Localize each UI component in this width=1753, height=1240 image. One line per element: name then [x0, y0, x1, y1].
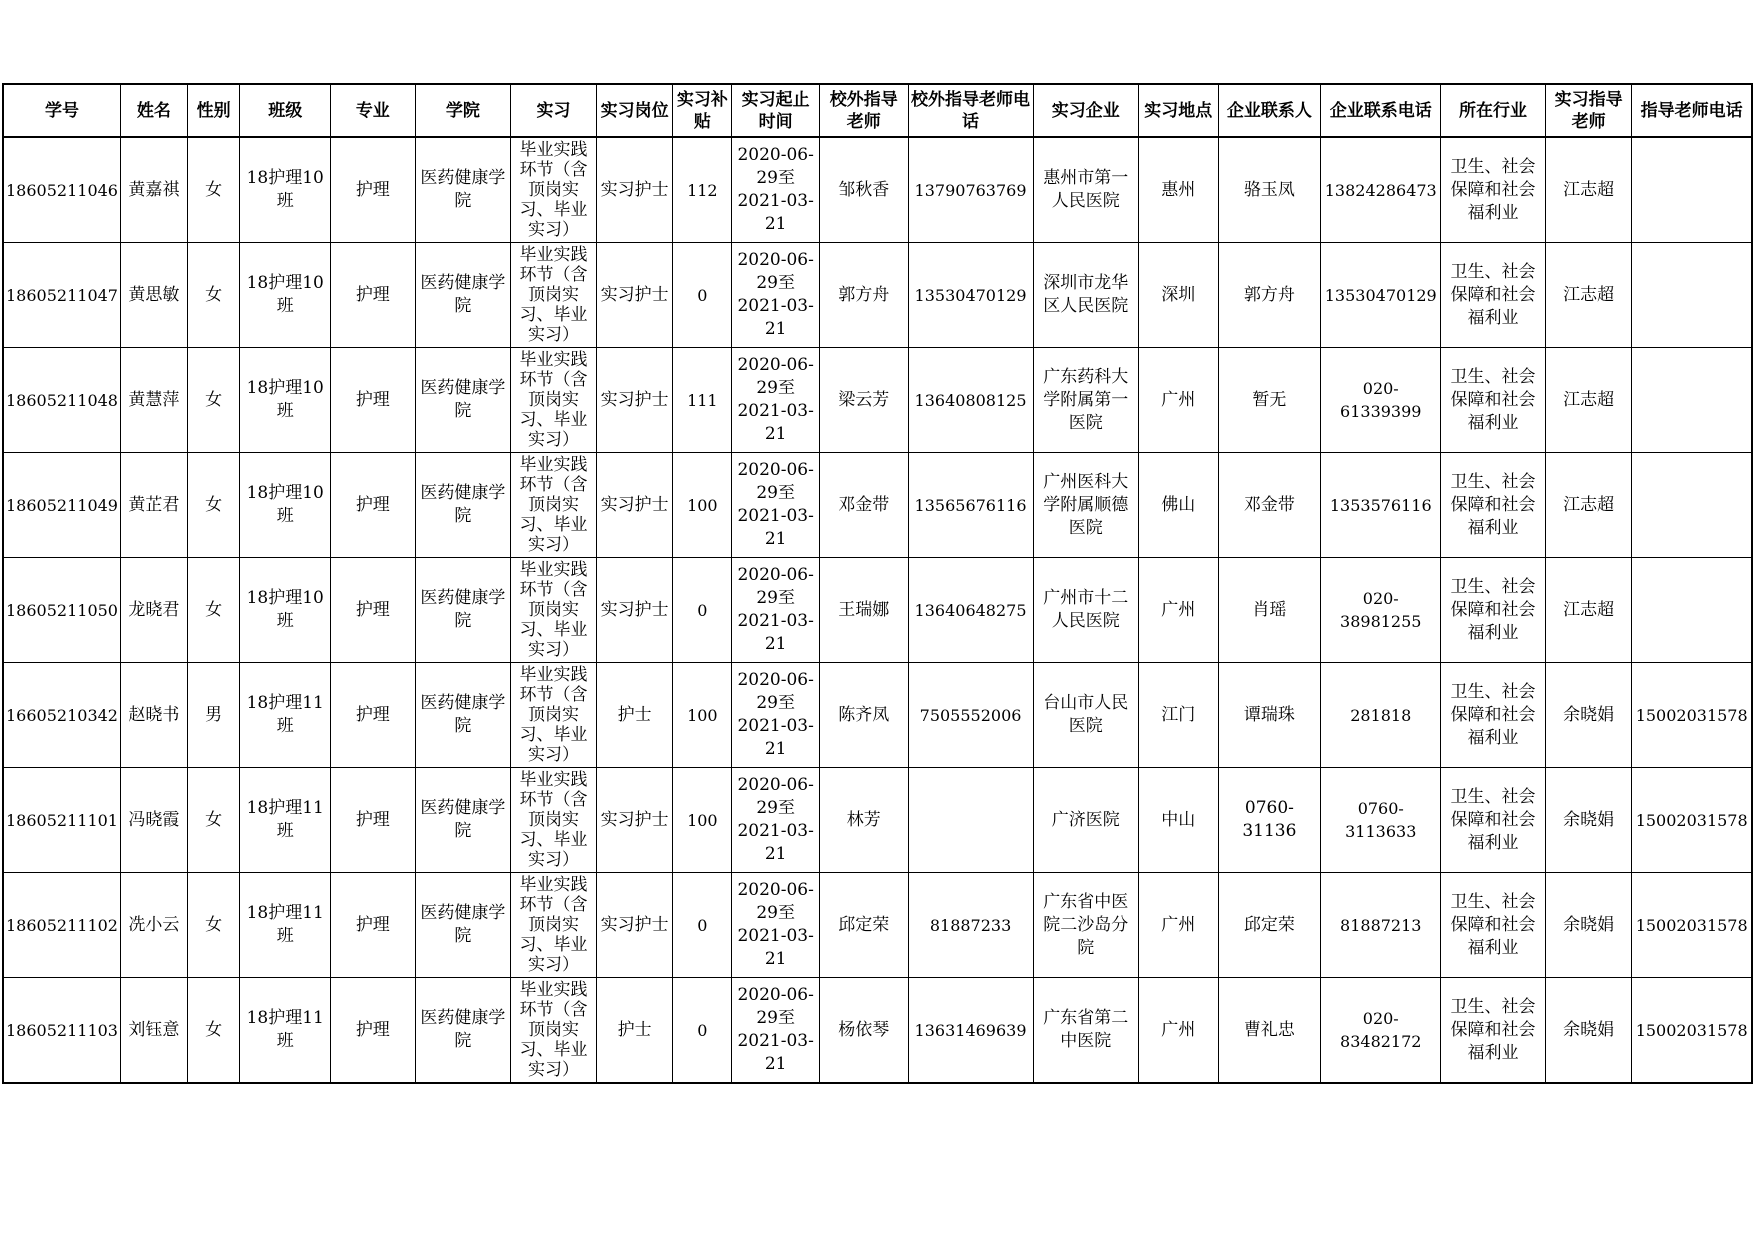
table-cell [511, 243, 597, 348]
table-cell: 女 [187, 348, 240, 453]
table-cell: 18605211050 [3, 558, 120, 663]
table-cell: 护理 [331, 558, 416, 663]
column-header: 实习岗位 [596, 84, 673, 137]
table-cell: 医药健康学院 [415, 453, 511, 558]
table-cell: 佛山 [1138, 453, 1218, 558]
column-header: 指导老师电话 [1632, 84, 1752, 137]
column-header: 实习 [511, 84, 597, 137]
column-header: 班级 [240, 84, 331, 137]
table-cell: 林芳 [820, 768, 909, 873]
column-header: 实习指导老师 [1545, 84, 1632, 137]
table-cell: 15002031578 [1632, 873, 1752, 978]
table-cell [511, 768, 597, 873]
table-cell: 15002031578 [1632, 663, 1752, 768]
table-cell [1632, 243, 1752, 348]
table-cell: 女 [187, 873, 240, 978]
table-cell: 陈齐凤 [820, 663, 909, 768]
table-row [3, 663, 1752, 768]
table-cell: 81887233 [908, 873, 1033, 978]
table-cell: 肖瑶 [1218, 558, 1321, 663]
column-header: 所在行业 [1441, 84, 1546, 137]
table-cell: 卫生、社会保障和社会福利业 [1441, 137, 1546, 243]
column-header: 企业联系人 [1218, 84, 1321, 137]
table-cell: 台山市人民医院 [1033, 663, 1138, 768]
table-cell: 0 [673, 243, 732, 348]
table-cell: 黄嘉祺 [120, 137, 187, 243]
table-cell: 020-83482172 [1321, 978, 1441, 1084]
column-header: 学院 [415, 84, 511, 137]
table-cell [511, 137, 597, 243]
table-cell: 邓金带 [1218, 453, 1321, 558]
table-cell: 卫生、社会保障和社会福利业 [1441, 348, 1546, 453]
table-cell: 15002031578 [1632, 978, 1752, 1084]
table-cell: 广州 [1138, 348, 1218, 453]
table-cell: 医药健康学院 [415, 137, 511, 243]
table-cell: 护理 [331, 663, 416, 768]
table-cell: 郭方舟 [1218, 243, 1321, 348]
table-cell: 广州 [1138, 873, 1218, 978]
table-cell: 护理 [331, 978, 416, 1084]
internship-type-text: 毕业实践环节（含顶岗实习、毕业实习） [519, 245, 588, 345]
table-cell: 暂无 [1218, 348, 1321, 453]
table-cell: 100 [673, 453, 732, 558]
table-row [3, 137, 1752, 243]
internship-type-text: 毕业实践环节（含顶岗实习、毕业实习） [519, 350, 588, 450]
table-cell: 龙晓君 [120, 558, 187, 663]
table-cell: 13824286473 [1321, 137, 1441, 243]
table-cell: 惠州 [1138, 137, 1218, 243]
table-cell: 女 [187, 558, 240, 663]
table-cell: 护理 [331, 348, 416, 453]
table-cell: 实习护士 [596, 873, 673, 978]
table-cell: 黄芷君 [120, 453, 187, 558]
column-header: 校外指导老师 [820, 84, 909, 137]
table-cell: 王瑞娜 [820, 558, 909, 663]
table-cell [511, 558, 597, 663]
table-cell: 医药健康学院 [415, 873, 511, 978]
table-cell: 2020-06-29至2021-03-21 [732, 243, 820, 348]
column-header: 企业联系电话 [1321, 84, 1441, 137]
table-cell: 骆玉凤 [1218, 137, 1321, 243]
table-header [3, 84, 1752, 137]
table-cell: 郭方舟 [820, 243, 909, 348]
table-cell: 0 [673, 873, 732, 978]
table-cell: 护理 [331, 873, 416, 978]
table-cell: 2020-06-29至2021-03-21 [732, 137, 820, 243]
table-cell: 邱定荣 [1218, 873, 1321, 978]
table-cell: 医药健康学院 [415, 663, 511, 768]
table-cell: 广州医科大学附属顺德医院 [1033, 453, 1138, 558]
table-row [3, 453, 1752, 558]
table-cell: 广州 [1138, 558, 1218, 663]
table-cell [511, 348, 597, 453]
table-cell: 81887213 [1321, 873, 1441, 978]
table-cell: 2020-06-29至2021-03-21 [732, 348, 820, 453]
column-header: 实习企业 [1033, 84, 1138, 137]
table-cell: 18护理11班 [240, 978, 331, 1084]
table-cell: 2020-06-29至2021-03-21 [732, 873, 820, 978]
table-cell: 0 [673, 978, 732, 1084]
table-cell: 邓金带 [820, 453, 909, 558]
table-cell [511, 873, 597, 978]
table-cell: 医药健康学院 [415, 558, 511, 663]
table-cell: 18605211102 [3, 873, 120, 978]
table-cell: 护士 [596, 663, 673, 768]
table-cell: 余晓娟 [1545, 873, 1632, 978]
table-cell [1632, 137, 1752, 243]
table-cell: 18605211046 [3, 137, 120, 243]
column-header: 学号 [3, 84, 120, 137]
table-cell: 16605210342 [3, 663, 120, 768]
table-cell: 7505552006 [908, 663, 1033, 768]
table-cell [908, 768, 1033, 873]
table-cell: 实习护士 [596, 768, 673, 873]
table-cell: 冼小云 [120, 873, 187, 978]
table-cell: 广东省第二中医院 [1033, 978, 1138, 1084]
table-cell: 中山 [1138, 768, 1218, 873]
table-cell: 18护理10班 [240, 453, 331, 558]
header-row [3, 84, 1752, 137]
table-cell: 18护理10班 [240, 348, 331, 453]
table-cell: 实习护士 [596, 348, 673, 453]
table-cell: 护理 [331, 243, 416, 348]
column-header: 性别 [187, 84, 240, 137]
table-cell: 13640648275 [908, 558, 1033, 663]
table-cell: 曹礼忠 [1218, 978, 1321, 1084]
internship-table [2, 83, 1753, 1084]
table-cell: 冯晓霞 [120, 768, 187, 873]
table-cell: 江志超 [1545, 243, 1632, 348]
table-cell: 江门 [1138, 663, 1218, 768]
table-cell: 卫生、社会保障和社会福利业 [1441, 768, 1546, 873]
table-row [3, 558, 1752, 663]
table-cell: 谭瑞珠 [1218, 663, 1321, 768]
table-cell: 实习护士 [596, 137, 673, 243]
table-cell: 18护理10班 [240, 137, 331, 243]
table-cell: 实习护士 [596, 243, 673, 348]
table-cell: 0 [673, 558, 732, 663]
table-cell: 18605211103 [3, 978, 120, 1084]
internship-type-text: 毕业实践环节（含顶岗实习、毕业实习） [519, 770, 588, 870]
table-cell: 赵晓书 [120, 663, 187, 768]
column-header: 实习补贴 [673, 84, 732, 137]
table-cell: 2020-06-29至2021-03-21 [732, 768, 820, 873]
table-cell: 0760-31136 [1218, 768, 1321, 873]
table-cell: 卫生、社会保障和社会福利业 [1441, 453, 1546, 558]
table-cell: 卫生、社会保障和社会福利业 [1441, 873, 1546, 978]
table-cell: 医药健康学院 [415, 978, 511, 1084]
table-cell: 深圳市龙华区人民医院 [1033, 243, 1138, 348]
table-cell: 0760-3113633 [1321, 768, 1441, 873]
table-row [3, 243, 1752, 348]
table-cell: 女 [187, 243, 240, 348]
table-cell: 卫生、社会保障和社会福利业 [1441, 978, 1546, 1084]
table-cell: 281818 [1321, 663, 1441, 768]
table-cell: 广东药科大学附属第一医院 [1033, 348, 1138, 453]
table-cell: 江志超 [1545, 453, 1632, 558]
table-cell: 18605211049 [3, 453, 120, 558]
table-cell: 江志超 [1545, 348, 1632, 453]
column-header: 实习起止时间 [732, 84, 820, 137]
table-cell [511, 453, 597, 558]
table-cell: 020-61339399 [1321, 348, 1441, 453]
table-cell: 邱定荣 [820, 873, 909, 978]
table-row [3, 873, 1752, 978]
table-row [3, 768, 1752, 873]
table-cell: 实习护士 [596, 453, 673, 558]
table-cell: 2020-06-29至2021-03-21 [732, 663, 820, 768]
table-cell: 深圳 [1138, 243, 1218, 348]
table-cell: 广州市十二人民医院 [1033, 558, 1138, 663]
table-cell: 2020-06-29至2021-03-21 [732, 453, 820, 558]
table-cell: 18605211101 [3, 768, 120, 873]
table-cell: 实习护士 [596, 558, 673, 663]
table-cell: 18605211048 [3, 348, 120, 453]
internship-type-text: 毕业实践环节（含顶岗实习、毕业实习） [519, 140, 588, 240]
table-cell: 18护理10班 [240, 243, 331, 348]
table-cell: 18护理10班 [240, 558, 331, 663]
table-cell: 卫生、社会保障和社会福利业 [1441, 558, 1546, 663]
column-header: 专业 [331, 84, 416, 137]
table-row [3, 978, 1752, 1084]
table-cell: 13565676116 [908, 453, 1033, 558]
table-cell: 江志超 [1545, 137, 1632, 243]
table-cell: 13530470129 [908, 243, 1033, 348]
table-cell: 13530470129 [1321, 243, 1441, 348]
table-cell: 18护理11班 [240, 663, 331, 768]
table-cell: 女 [187, 768, 240, 873]
table-cell: 江志超 [1545, 558, 1632, 663]
table-cell: 1353576116 [1321, 453, 1441, 558]
table-cell: 18护理11班 [240, 873, 331, 978]
table-cell: 邹秋香 [820, 137, 909, 243]
table-cell: 卫生、社会保障和社会福利业 [1441, 663, 1546, 768]
table-cell: 杨依琴 [820, 978, 909, 1084]
column-header: 校外指导老师电话 [908, 84, 1033, 137]
table-cell: 13640808125 [908, 348, 1033, 453]
table-cell: 13631469639 [908, 978, 1033, 1084]
table-cell: 15002031578 [1632, 768, 1752, 873]
table-cell: 护理 [331, 137, 416, 243]
table-cell: 111 [673, 348, 732, 453]
table-cell [511, 978, 597, 1084]
table-cell: 18605211047 [3, 243, 120, 348]
table-cell: 护理 [331, 768, 416, 873]
table-cell: 刘钰意 [120, 978, 187, 1084]
internship-type-text: 毕业实践环节（含顶岗实习、毕业实习） [519, 980, 588, 1080]
table-cell: 100 [673, 663, 732, 768]
table-cell: 女 [187, 453, 240, 558]
table-cell: 男 [187, 663, 240, 768]
table-cell: 112 [673, 137, 732, 243]
table-cell: 惠州市第一人民医院 [1033, 137, 1138, 243]
table-cell: 2020-06-29至2021-03-21 [732, 558, 820, 663]
table-cell: 医药健康学院 [415, 243, 511, 348]
table-body [3, 137, 1752, 1083]
table-cell: 余晓娟 [1545, 978, 1632, 1084]
table-row [3, 348, 1752, 453]
table-cell: 广济医院 [1033, 768, 1138, 873]
table-cell: 18护理11班 [240, 768, 331, 873]
table-cell: 黄慧萍 [120, 348, 187, 453]
table-cell: 广东省中医院二沙岛分院 [1033, 873, 1138, 978]
internship-type-text: 毕业实践环节（含顶岗实习、毕业实习） [519, 560, 588, 660]
table-cell [1632, 558, 1752, 663]
internship-type-text: 毕业实践环节（含顶岗实习、毕业实习） [519, 875, 588, 975]
table-cell: 护理 [331, 453, 416, 558]
table-cell: 2020-06-29至2021-03-21 [732, 978, 820, 1084]
table-cell: 13790763769 [908, 137, 1033, 243]
table-cell: 医药健康学院 [415, 768, 511, 873]
table-cell: 100 [673, 768, 732, 873]
table-cell: 梁云芳 [820, 348, 909, 453]
table-cell: 女 [187, 137, 240, 243]
internship-type-text: 毕业实践环节（含顶岗实习、毕业实习） [519, 665, 588, 765]
column-header: 姓名 [120, 84, 187, 137]
table-cell: 护士 [596, 978, 673, 1084]
table-cell [1632, 453, 1752, 558]
table-cell [1632, 348, 1752, 453]
table-cell: 020-38981255 [1321, 558, 1441, 663]
table-cell: 余晓娟 [1545, 663, 1632, 768]
internship-type-text: 毕业实践环节（含顶岗实习、毕业实习） [519, 455, 588, 555]
table-cell: 女 [187, 978, 240, 1084]
table-cell: 卫生、社会保障和社会福利业 [1441, 243, 1546, 348]
table-cell: 黄思敏 [120, 243, 187, 348]
table-cell: 广州 [1138, 978, 1218, 1084]
table-cell [511, 663, 597, 768]
column-header: 实习地点 [1138, 84, 1218, 137]
table-cell: 余晓娟 [1545, 768, 1632, 873]
table-cell: 医药健康学院 [415, 348, 511, 453]
